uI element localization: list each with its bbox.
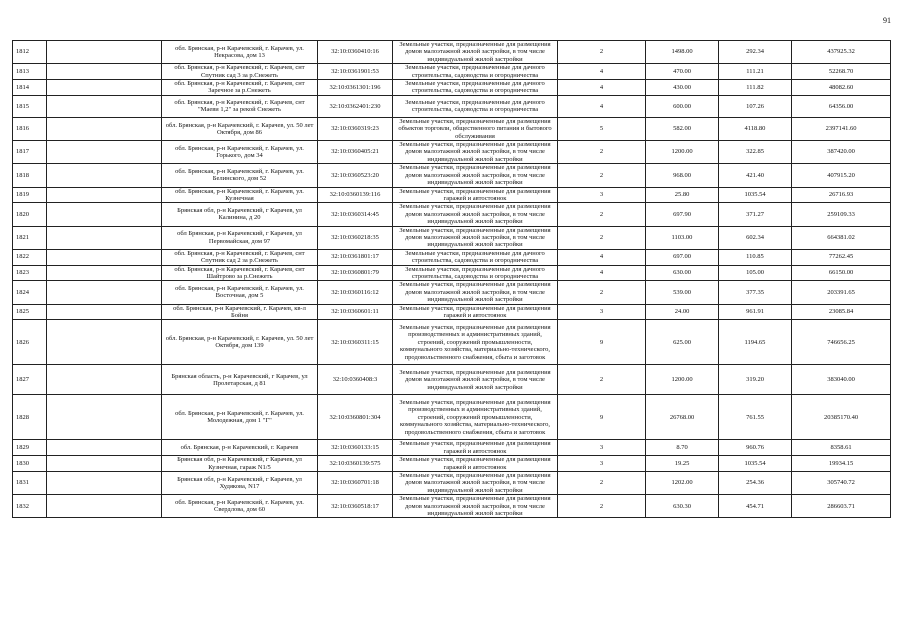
cadastral-value-cell: 52268.70 — [792, 64, 891, 80]
specific-value-cell: 960.76 — [719, 440, 792, 456]
row-number-cell: 1826 — [13, 320, 47, 365]
area-cell: 697.90 — [646, 203, 719, 226]
cadastral-value-cell: 8358.61 — [792, 440, 891, 456]
cadastral-value-cell: 19934.15 — [792, 456, 891, 472]
cadastral-value-cell: 387420.00 — [792, 141, 891, 164]
area-cell: 470.00 — [646, 64, 719, 80]
address-cell: обл. Брянская, р-н Карачевский, г. Карачев, ул. Горького, дом 34 — [162, 141, 318, 164]
specific-value-cell: 371.27 — [719, 203, 792, 226]
land-use-cell: Земельные участки, предназначенные для размещения домов малоэтажной жилой застройки, в том числе индивидуальной жилой застройки — [393, 226, 558, 249]
table-row — [13, 141, 891, 164]
cadastral-number-cell: 32:10:0361301:196 — [318, 80, 393, 96]
cadastral-number-cell: 32:10:0360410:16 — [318, 41, 393, 64]
area-cell: 630.00 — [646, 265, 719, 281]
area-cell: 539.00 — [646, 281, 719, 304]
area-cell: 1200.00 — [646, 141, 719, 164]
area-cell: 24.00 — [646, 304, 719, 320]
area-cell: 968.00 — [646, 164, 719, 187]
land-use-cell: Земельные участки, предназначенные для размещения гаражей и автостоянок — [393, 187, 558, 203]
cadastral-value-cell: 259109.33 — [792, 203, 891, 226]
row-number-cell: 1822 — [13, 249, 47, 265]
group-code-cell: 5 — [558, 117, 646, 140]
specific-value-cell: 454.71 — [719, 495, 792, 518]
group-code-cell: 2 — [558, 141, 646, 164]
cadastral-value-cell: 664381.02 — [792, 226, 891, 249]
table-row — [13, 95, 891, 117]
specific-value-cell: 110.85 — [719, 249, 792, 265]
table-row — [13, 164, 891, 187]
empty-cell — [47, 95, 162, 117]
cadastral-value-cell: 203391.65 — [792, 281, 891, 304]
specific-value-cell: 1035.54 — [719, 187, 792, 203]
group-code-cell: 4 — [558, 265, 646, 281]
group-code-cell: 2 — [558, 472, 646, 495]
land-use-cell: Земельные участки, предназначенные для размещения домов малоэтажной жилой застройки, в том числе индивидуальной жилой застройки — [393, 495, 558, 518]
land-use-cell: Земельные участки, предназначенные для размещения домов малоэтажной жилой застройки, в том числе индивидуальной жилой застройки — [393, 203, 558, 226]
area-cell: 430.00 — [646, 80, 719, 96]
cadastral-number-cell: 32:10:0360319:23 — [318, 117, 393, 140]
area-cell: 1200.00 — [646, 365, 719, 395]
land-use-cell: Земельные участки, предназначенные для размещения гаражей и автостоянок — [393, 440, 558, 456]
cadastral-number-cell: 32:10:0361801:17 — [318, 249, 393, 265]
address-cell: обл. Брянская, р-н Карачевский, г. Карачев, ул. Кузнечная — [162, 187, 318, 203]
group-code-cell: 9 — [558, 395, 646, 440]
specific-value-cell: 254.36 — [719, 472, 792, 495]
empty-cell — [47, 117, 162, 140]
table-row — [13, 440, 891, 456]
cadastral-number-cell: 32:10:0360311:15 — [318, 320, 393, 365]
group-code-cell: 2 — [558, 281, 646, 304]
cadastral-value-cell: 26716.93 — [792, 187, 891, 203]
area-cell: 1103.00 — [646, 226, 719, 249]
table-row — [13, 249, 891, 265]
empty-cell — [47, 265, 162, 281]
address-cell: обл. Брянская, р-н Карачевский, г. Карачев, снт Шайтрово за р.Снежеть — [162, 265, 318, 281]
land-use-cell: Земельные участки, предназначенные для дачного строительства, садоводства и огородничества — [393, 64, 558, 80]
land-use-cell: Земельные участки, предназначенные для дачного строительства, садоводства и огородничества — [393, 265, 558, 281]
cadastral-number-cell: 32:10:0360801:79 — [318, 265, 393, 281]
address-cell: обл. Брянская, р-н Карачевский, г. Карачев, ул. Восточная, дом 5 — [162, 281, 318, 304]
empty-cell — [47, 249, 162, 265]
row-number-cell: 1821 — [13, 226, 47, 249]
specific-value-cell: 319.20 — [719, 365, 792, 395]
area-cell: 600.00 — [646, 95, 719, 117]
cadastral-value-cell: 746656.25 — [792, 320, 891, 365]
row-number-cell: 1831 — [13, 472, 47, 495]
specific-value-cell: 961.91 — [719, 304, 792, 320]
table-row — [13, 456, 891, 472]
row-number-cell: 1829 — [13, 440, 47, 456]
group-code-cell: 2 — [558, 365, 646, 395]
cadastral-value-cell: 286603.71 — [792, 495, 891, 518]
row-number-cell: 1816 — [13, 117, 47, 140]
land-use-cell: Земельные участки, предназначенные для дачного строительства, садоводства и огородничества — [393, 249, 558, 265]
empty-cell — [47, 395, 162, 440]
row-number-cell: 1828 — [13, 395, 47, 440]
table-row — [13, 187, 891, 203]
empty-cell — [47, 187, 162, 203]
area-cell: 625.00 — [646, 320, 719, 365]
address-cell: Брянская обл, р-н Карачевский, г Карачев, ул Худякова, N17 — [162, 472, 318, 495]
land-use-cell: Земельные участки, предназначенные для дачного строительства, садоводства и огородничества — [393, 95, 558, 117]
address-cell: обл. Брянская, р-н Карачевский, г. Карачев, снт Спутник сад 2 за р.Снежеть — [162, 249, 318, 265]
cadastral-number-cell: 32:10:0360801:304 — [318, 395, 393, 440]
table-body — [13, 41, 891, 518]
table-row — [13, 304, 891, 320]
cadastral-value-cell: 66150.00 — [792, 265, 891, 281]
row-number-cell: 1830 — [13, 456, 47, 472]
cadastral-value-cell: 305740.72 — [792, 472, 891, 495]
group-code-cell: 9 — [558, 320, 646, 365]
group-code-cell: 3 — [558, 440, 646, 456]
specific-value-cell: 377.35 — [719, 281, 792, 304]
land-use-cell: Земельные участки, предназначенные для размещения гаражей и автостоянок — [393, 304, 558, 320]
empty-cell — [47, 365, 162, 395]
address-cell: обл. Брянская, р-н Карачевский, г. Карачев, снт Заречное за р.Снежеть — [162, 80, 318, 96]
cadastral-number-cell: 32:10:0362401:230 — [318, 95, 393, 117]
cadastral-number-cell: 32:10:0360523:20 — [318, 164, 393, 187]
row-number-cell: 1814 — [13, 80, 47, 96]
cadastral-number-cell: 32:10:0360218:35 — [318, 226, 393, 249]
specific-value-cell: 602.34 — [719, 226, 792, 249]
row-number-cell: 1832 — [13, 495, 47, 518]
area-cell: 19.25 — [646, 456, 719, 472]
group-code-cell: 2 — [558, 164, 646, 187]
cadastral-number-cell: 32:10:0360408:3 — [318, 365, 393, 395]
address-cell: обл Брянская, р-н Карачевский, г Карачев, ул Первомайская, дом 97 — [162, 226, 318, 249]
area-cell: 25.80 — [646, 187, 719, 203]
address-cell: обл. Брянская, р-н Карачевский, г. Карачев, ул. 50 лет Октября, дом 86 — [162, 117, 318, 140]
address-cell: обл. Брянская, р-н Карачевский, г. Карачев, ул. Свердлова, дом 60 — [162, 495, 318, 518]
row-number-cell: 1823 — [13, 265, 47, 281]
address-cell: обл. Брянская, р-н Карачевский, г. Карачев, ул. Некрасова, дом 13 — [162, 41, 318, 64]
address-cell: обл. Брянская, р-н Карачевский, г. Карачев, ул. Молодежная, дом 1 "Г" — [162, 395, 318, 440]
land-use-cell: Земельные участки, предназначенные для размещения производственных и административных зданий, строений, сооружений промышленности, коммунального хозяйства, материально-технического, продовольственного снабжения, сбыта и заготовок — [393, 395, 558, 440]
page-number: 91 — [883, 16, 891, 25]
address-cell: обл. Брянская, р-н Карачевский, г. Карачев, снт "Маеви 1,2" за рекой Снежеть — [162, 95, 318, 117]
cadastral-value-cell: 77262.45 — [792, 249, 891, 265]
land-use-cell: Земельные участки, предназначенные для размещения домов малоэтажной жилой застройки, в том числе индивидуальной жилой застройки — [393, 141, 558, 164]
row-number-cell: 1820 — [13, 203, 47, 226]
land-use-cell: Земельные участки, предназначенные для размещения домов малоэтажной жилой застройки, в том числе индивидуальной жилой застройки — [393, 472, 558, 495]
table-row — [13, 265, 891, 281]
group-code-cell: 2 — [558, 495, 646, 518]
address-cell: обл. Брянская, р-н Карачевский, г. Карачев, ул. 50 лет Октября, дом 139 — [162, 320, 318, 365]
row-number-cell: 1815 — [13, 95, 47, 117]
specific-value-cell: 1194.65 — [719, 320, 792, 365]
area-cell: 26768.00 — [646, 395, 719, 440]
cadastral-value-cell: 383040.00 — [792, 365, 891, 395]
specific-value-cell: 292.34 — [719, 41, 792, 64]
address-cell: обл. Брянская, р-н Карачевский, г. Карачев — [162, 440, 318, 456]
cadastral-value-cell: 48082.60 — [792, 80, 891, 96]
area-cell: 1498.00 — [646, 41, 719, 64]
specific-value-cell: 421.40 — [719, 164, 792, 187]
cadastral-value-cell: 20385170.40 — [792, 395, 891, 440]
land-use-cell: Земельные участки, предназначенные для размещения домов малоэтажной жилой застройки, в том числе индивидуальной жилой застройки — [393, 41, 558, 64]
cadastral-number-cell: 32:10:0360116:12 — [318, 281, 393, 304]
table-row — [13, 320, 891, 365]
cadastral-value-cell: 64356.00 — [792, 95, 891, 117]
land-parcels-table — [12, 40, 891, 518]
address-cell: Брянская область, р-н Карачевский, г Карачев, ул Пролетарская, д 81 — [162, 365, 318, 395]
cadastral-number-cell: 32:10:0360139:116 — [318, 187, 393, 203]
cadastral-value-cell: 437925.32 — [792, 41, 891, 64]
empty-cell — [47, 440, 162, 456]
empty-cell — [47, 495, 162, 518]
cadastral-number-cell: 32:10:0360405:21 — [318, 141, 393, 164]
row-number-cell: 1824 — [13, 281, 47, 304]
row-number-cell: 1812 — [13, 41, 47, 64]
specific-value-cell: 1035.54 — [719, 456, 792, 472]
cadastral-number-cell: 32:10:0360518:17 — [318, 495, 393, 518]
land-use-cell: Земельные участки, предназначенные для размещения гаражей и автостоянок — [393, 456, 558, 472]
row-number-cell: 1827 — [13, 365, 47, 395]
land-use-cell: Земельные участки, предназначенные для размещения производственных и административных зданий, строений, сооружений промышленности, коммунального хозяйства, материально-технического, продовольственного снабжения, сбыта и заготовок — [393, 320, 558, 365]
group-code-cell: 4 — [558, 64, 646, 80]
cadastral-value-cell: 2397141.60 — [792, 117, 891, 140]
address-cell: обл. Брянская, р-н Карачевский, г. Карачев, кв-л Бойня — [162, 304, 318, 320]
cadastral-number-cell: 32:10:0361901:53 — [318, 64, 393, 80]
group-code-cell: 2 — [558, 203, 646, 226]
cadastral-number-cell: 32:10:0360133:15 — [318, 440, 393, 456]
cadastral-number-cell: 32:10:0360139:575 — [318, 456, 393, 472]
table-row — [13, 226, 891, 249]
row-number-cell: 1817 — [13, 141, 47, 164]
group-code-cell: 4 — [558, 249, 646, 265]
address-cell: обл. Брянская, р-н Карачевский, г. Карачев, снт Спутник сад 3 за р.Снежеть — [162, 64, 318, 80]
specific-value-cell: 105.00 — [719, 265, 792, 281]
empty-cell — [47, 281, 162, 304]
group-code-cell: 3 — [558, 304, 646, 320]
land-use-cell: Земельные участки, предназначенные для размещения объектов торговли, общественного питания и бытового обслуживания — [393, 117, 558, 140]
cadastral-value-cell: 23085.84 — [792, 304, 891, 320]
specific-value-cell: 4118.80 — [719, 117, 792, 140]
table-row — [13, 64, 891, 80]
group-code-cell: 3 — [558, 187, 646, 203]
row-number-cell: 1825 — [13, 304, 47, 320]
empty-cell — [47, 203, 162, 226]
table-row — [13, 203, 891, 226]
table-row — [13, 117, 891, 140]
row-number-cell: 1818 — [13, 164, 47, 187]
table-row — [13, 472, 891, 495]
row-number-cell: 1819 — [13, 187, 47, 203]
group-code-cell: 3 — [558, 456, 646, 472]
cadastral-value-cell: 407915.20 — [792, 164, 891, 187]
cadastral-number-cell: 32:10:0360601:11 — [318, 304, 393, 320]
land-use-cell: Земельные участки, предназначенные для размещения домов малоэтажной жилой застройки, в том числе индивидуальной жилой застройки — [393, 281, 558, 304]
table-row — [13, 41, 891, 64]
cadastral-number-cell: 32:10:0360701:18 — [318, 472, 393, 495]
area-cell: 630.30 — [646, 495, 719, 518]
table-row — [13, 395, 891, 440]
group-code-cell: 4 — [558, 80, 646, 96]
land-use-cell: Земельные участки, предназначенные для размещения домов малоэтажной жилой застройки, в том числе индивидуальной жилой застройки — [393, 164, 558, 187]
empty-cell — [47, 472, 162, 495]
specific-value-cell: 322.85 — [719, 141, 792, 164]
table-row — [13, 281, 891, 304]
table-row — [13, 495, 891, 518]
table-row — [13, 365, 891, 395]
area-cell: 8.70 — [646, 440, 719, 456]
empty-cell — [47, 164, 162, 187]
group-code-cell: 4 — [558, 95, 646, 117]
empty-cell — [47, 80, 162, 96]
specific-value-cell: 111.21 — [719, 64, 792, 80]
empty-cell — [47, 456, 162, 472]
land-use-cell: Земельные участки, предназначенные для размещения домов малоэтажной жилой застройки, в том числе индивидуальной жилой застройки — [393, 365, 558, 395]
group-code-cell: 2 — [558, 41, 646, 64]
empty-cell — [47, 226, 162, 249]
land-use-cell: Земельные участки, предназначенные для дачного строительства, садоводства и огородничества — [393, 80, 558, 96]
row-number-cell: 1813 — [13, 64, 47, 80]
cadastral-number-cell: 32:10:0360314:45 — [318, 203, 393, 226]
group-code-cell: 2 — [558, 226, 646, 249]
empty-cell — [47, 141, 162, 164]
address-cell: обл. Брянская, р-н Карачевский, г. Карачев, ул. Белинского, дом 52 — [162, 164, 318, 187]
area-cell: 697.00 — [646, 249, 719, 265]
empty-cell — [47, 320, 162, 365]
specific-value-cell: 107.26 — [719, 95, 792, 117]
address-cell: Брянская обл, р-н Карачевский, г Карачев, ул Кузнечная, гараж N1/5 — [162, 456, 318, 472]
address-cell: Брянская обл, р-н Карачевский, г Карачев, ул Калинина, д 20 — [162, 203, 318, 226]
area-cell: 1202.00 — [646, 472, 719, 495]
empty-cell — [47, 304, 162, 320]
specific-value-cell: 111.82 — [719, 80, 792, 96]
table-row — [13, 80, 891, 96]
specific-value-cell: 761.55 — [719, 395, 792, 440]
area-cell: 582.00 — [646, 117, 719, 140]
empty-cell — [47, 64, 162, 80]
empty-cell — [47, 41, 162, 64]
